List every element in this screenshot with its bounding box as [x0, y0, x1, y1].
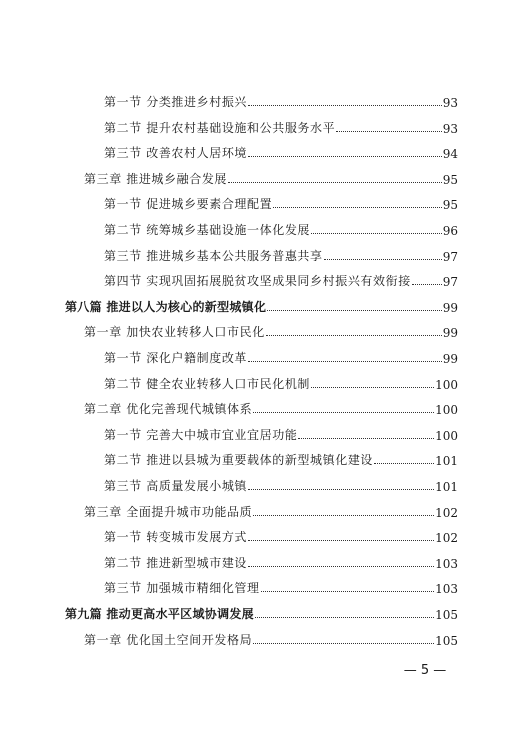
dot-leader	[374, 463, 434, 464]
toc-entry-label: 第二节 推进以县城为重要载体的新型城镇化建设	[104, 453, 374, 468]
toc-entry[interactable]	[0, 218, 523, 238]
dot-leader	[248, 566, 434, 567]
toc-entry-page: 101	[435, 454, 458, 469]
toc-entry-page: 93	[442, 121, 458, 136]
dot-leader	[412, 284, 442, 285]
toc-entry-page: 103	[435, 582, 458, 597]
toc-entry[interactable]	[0, 397, 523, 417]
toc-entry-page: 97	[442, 275, 458, 290]
toc-entry-page: 93	[442, 96, 458, 110]
toc-entry[interactable]	[0, 551, 523, 571]
dot-leader	[255, 617, 434, 618]
toc-entry-label: 第一节 促进城乡要素合理配置	[104, 197, 273, 212]
dot-leader	[253, 412, 434, 413]
toc-entry[interactable]	[0, 602, 523, 622]
dot-leader	[248, 361, 442, 362]
toc-entry[interactable]	[0, 423, 523, 443]
toc-entry-page: 95	[442, 198, 458, 213]
toc-entry-page: 94	[442, 147, 458, 162]
toc-entry-label: 第三节 加强城市精细化管理	[104, 581, 260, 596]
toc-entry-label: 第三章 推进城乡融合发展	[84, 171, 228, 186]
toc-entry-label: 第三节 高质量发展小城镇	[104, 479, 248, 493]
toc-entry-label: 第二节 推进新型城市建设	[104, 555, 248, 570]
toc-entry-label: 第一章 优化国土空间开发格局	[84, 632, 253, 647]
toc-entry-page: 102	[435, 531, 458, 546]
dot-leader	[248, 540, 434, 541]
toc-entry[interactable]	[0, 90, 523, 110]
toc-entry-page: 100	[435, 428, 458, 443]
toc-entry[interactable]	[0, 192, 523, 212]
toc-entry[interactable]	[0, 346, 523, 366]
toc-entry[interactable]	[0, 116, 523, 136]
toc-entry-page: 101	[435, 480, 458, 494]
toc-entry-label: 第一章 加快农业转移人口市民化	[84, 325, 265, 340]
dot-leader	[253, 515, 434, 516]
toc-entry[interactable]	[0, 372, 523, 392]
toc-entry-page: 96	[442, 224, 458, 238]
dot-leader	[253, 643, 434, 644]
toc-entry[interactable]	[0, 244, 523, 264]
dot-leader	[266, 335, 442, 336]
toc-entry-label: 第一节 深化户籍制度改革	[104, 351, 248, 365]
dot-leader	[248, 489, 434, 490]
toc-entry-page: 99	[442, 352, 458, 366]
page-number: — 5 —	[403, 662, 447, 678]
toc-entry-page: 105	[435, 633, 458, 648]
toc-entry-label: 第九篇 推动更高水平区域协调发展	[65, 607, 254, 621]
toc-entry-page: 99	[442, 326, 458, 341]
dot-leader	[336, 131, 442, 132]
toc-entry-label: 第一节 分类推进乡村振兴	[104, 95, 248, 109]
toc-entry-label: 第二节 统筹城乡基础设施一体化发展	[104, 223, 311, 237]
toc-entry-page: 95	[442, 172, 458, 187]
toc-entry[interactable]	[0, 576, 523, 596]
toc-entry[interactable]	[0, 525, 523, 545]
toc-entry-label: 第三节 改善农村人居环境	[104, 146, 248, 161]
toc-entry[interactable]	[0, 448, 523, 468]
dot-leader	[248, 156, 442, 157]
toc-entry-page: 97	[442, 249, 458, 264]
toc-entry-page: 105	[435, 608, 458, 622]
toc-entry-page: 100	[435, 377, 458, 392]
toc-entry[interactable]	[0, 628, 523, 648]
toc-entry[interactable]	[0, 320, 523, 340]
toc-entry[interactable]	[0, 141, 523, 161]
dot-leader	[273, 207, 442, 208]
toc-entry-page: 99	[442, 300, 458, 315]
toc-entry[interactable]	[0, 500, 523, 520]
toc-entry[interactable]	[0, 474, 523, 494]
toc-entry-page: 100	[435, 403, 458, 418]
toc-entry-label: 第三章 全面提升城市功能品质	[84, 504, 253, 519]
toc-entry[interactable]	[0, 295, 523, 315]
dot-leader	[228, 182, 442, 183]
toc-entry-label: 第四节 实现巩固拓展脱贫攻坚成果同乡村振兴有效衔接	[104, 274, 411, 289]
dot-leader	[311, 387, 434, 388]
dot-leader	[267, 310, 441, 311]
toc-entry-label: 第二节 提升农村基础设施和公共服务水平	[104, 120, 336, 135]
toc-entry-label: 第一节 完善大中城市宜业宜居功能	[104, 427, 298, 442]
toc-entry[interactable]	[0, 269, 523, 289]
toc-entry-label: 第一节 转变城市发展方式	[104, 530, 248, 545]
dot-leader	[324, 259, 442, 260]
toc-entry-label: 第二章 优化完善现代城镇体系	[84, 402, 253, 417]
dot-leader	[311, 233, 442, 234]
toc-entry-label: 第八篇 推进以人为核心的新型城镇化	[65, 299, 267, 314]
toc-entry-page: 103	[435, 556, 458, 571]
toc-entry[interactable]	[0, 167, 523, 187]
dot-leader	[261, 591, 434, 592]
toc-entry-page: 102	[435, 505, 458, 520]
toc-entry-label: 第三节 推进城乡基本公共服务普惠共享	[104, 248, 323, 263]
dot-leader	[298, 438, 434, 439]
toc-entry-label: 第二节 健全农业转移人口市民化机制	[104, 376, 311, 391]
dot-leader	[248, 105, 442, 106]
